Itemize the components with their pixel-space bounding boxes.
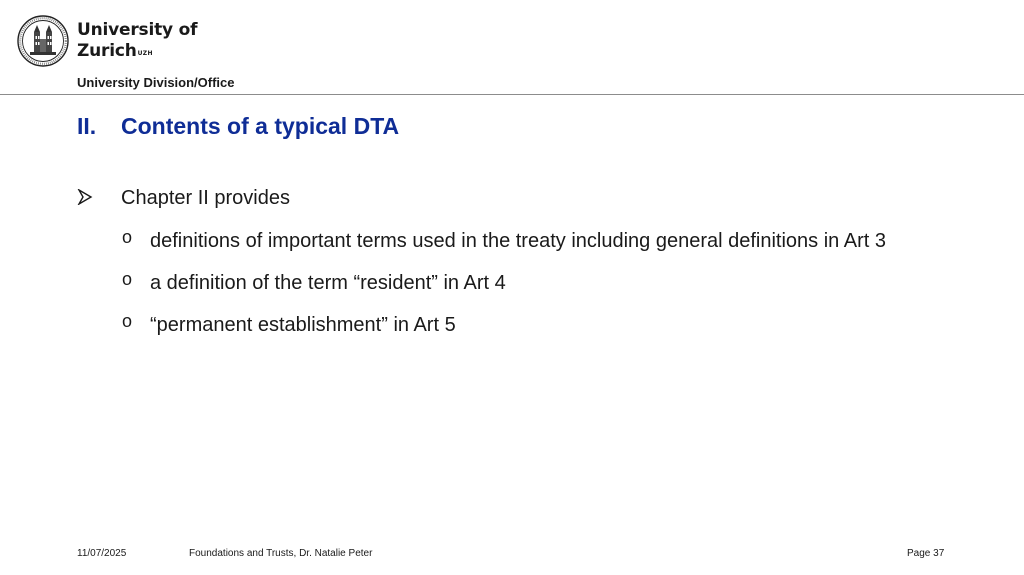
header-divider [0, 94, 1024, 95]
sub-bullet-marker: o [122, 269, 133, 289]
arrow-bullet-icon [77, 189, 93, 205]
main-bullet-text: Chapter II provides [121, 187, 290, 209]
logo-line-2 [77, 41, 197, 62]
list-item-text: definitions of important terms used in the treaty including general definitions in Art 3 [150, 230, 886, 252]
logo-line-1: University of [77, 20, 198, 40]
sub-bullet-marker: o [122, 311, 133, 331]
university-seal-icon [17, 15, 69, 67]
logo-zurich: Zurich [77, 41, 137, 61]
university-logo-wordmark [77, 20, 197, 62]
footer-date: 11/07/2025 [77, 548, 127, 559]
footer-page-number: Page 37 [907, 548, 945, 559]
list-item-text: a definition of the term “resident” in Art 4 [150, 272, 506, 294]
logo-uzh: UZH [137, 50, 153, 57]
division-label: University Division/Office [77, 75, 235, 90]
sub-bullet-marker: o [122, 227, 133, 247]
list-item-text: “permanent establishment” in Art 5 [150, 314, 456, 336]
title-number: II. [77, 113, 97, 139]
title-text: Contents of a typical DTA [121, 113, 400, 139]
footer-course: Foundations and Trusts, Dr. Natalie Peter [189, 548, 373, 559]
slide-title [77, 113, 399, 140]
